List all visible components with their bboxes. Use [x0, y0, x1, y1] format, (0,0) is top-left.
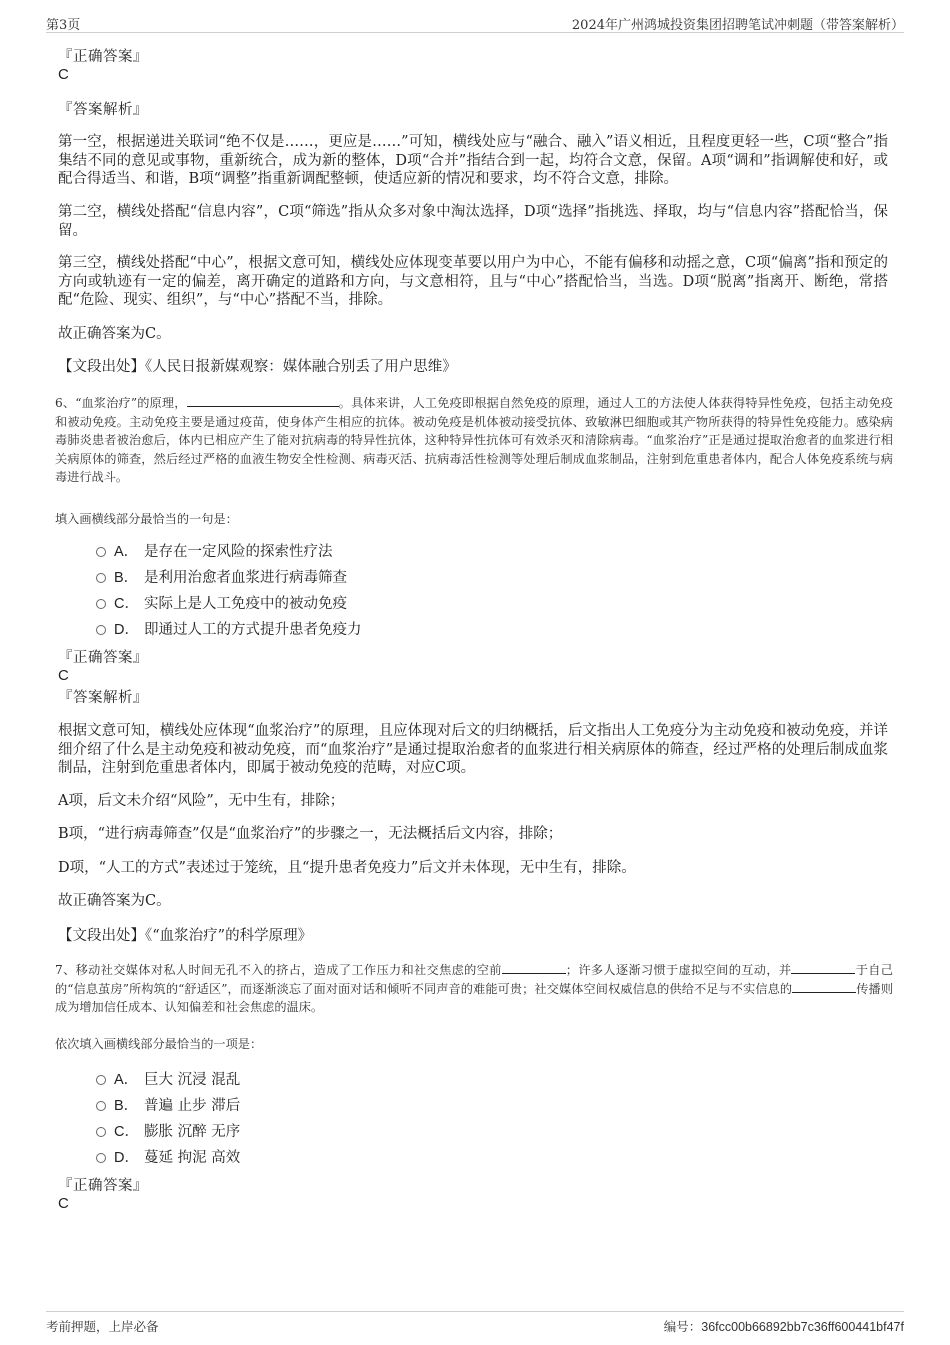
option-b[interactable]: B． 普遍 止步 滞后: [96, 1097, 240, 1115]
correct-answer: C: [58, 667, 69, 684]
page-footer: [46, 1311, 904, 1334]
radio-button[interactable]: [96, 1101, 106, 1111]
question-stem: 7、移动社交媒体对私人时间无孔不入的挤占，造成了工作压力和社交焦虑的空前 ；许多人逐渐习惯于虚拟空间的互动，并 于自己的“信息茧房”所构筑的“舒适区”，而逐渐淡忘了面对面对话和倾听不同声音的难能可贵；社交媒体空间权威信息的供给不足与不实信息的 传播则成为增加信任成本、认知偏差和社会焦虑的温床。: [55, 963, 894, 1014]
document-title: 2024年广州鸿城投资集团招聘笔试冲刺题（带答案解析）: [571, 18, 904, 33]
analysis-conclusion: 故正确答案为C。: [58, 326, 171, 342]
radio-button[interactable]: [96, 625, 106, 635]
answer-label: 『正确答案』: [58, 1178, 148, 1194]
radio-button[interactable]: [96, 547, 106, 557]
radio-button[interactable]: [96, 599, 106, 609]
fill-blank: [791, 961, 855, 974]
question-stem: 6、“血浆治疗”的原理， 。具体来讲，人工免疫即根据自然免疫的原理，通过人工的方法使人体获得特异性免疫，包括主动免疫和被动免疫。主动免疫主要是通过疫苗，使身体产生相应的抗体。被动免疫是机体被动接受抗体、致敏淋巴细胞或其产物所获得的特异性免疫能力。感染病毒肺炎患者被治愈后，体内已相应产生了能对抗病毒的特异性抗体，这种特异性抗体可有效杀灭和清除病毒。“血浆治疗”正是通过提取治愈者的血浆进行相关病原体的筛查，然后经过严格的血液生物安全性检测、病毒灭活、抗病毒活性检测等处理后制成血浆制品，注射到危重患者体内，配合人体免疫系统与病毒进行战斗。: [55, 396, 893, 484]
fill-blank: [792, 980, 856, 993]
radio-button[interactable]: [96, 1127, 106, 1137]
analysis-paragraph: 第二空，横线处搭配“信息内容”，C项“筛选”指从众多对象中淘汰选择，D项“选择”指挑选、择取，均与“信息内容”搭配恰当，保留。: [58, 204, 888, 239]
analysis-label: 『答案解析』: [58, 102, 148, 118]
analysis-paragraph: 第三空，横线处搭配“中心”，根据文意可知，横线处应体现变革要以用户为中心，不能有偏移和动摇之意，C项“偏离”指和预定的方向或轨迹有一定的偏差，离开确定的道路和方向，与文意相符，且与“中心”搭配恰当，当选。D项“脱离”指离开、断绝，常搭配“危险、现实、组织”，与“中心”搭配不当，排除。: [58, 255, 888, 308]
analysis-paragraph: B项，“进行病毒筛查”仅是“血浆治疗”的步骤之一，无法概括后文内容，排除；: [58, 826, 563, 842]
passage-source: 【文段出处】《“血浆治疗”的科学原理》: [58, 928, 313, 944]
option-c[interactable]: C． 实际上是人工免疫中的被动免疫: [96, 595, 347, 613]
option-a[interactable]: A． 是存在一定风险的探索性疗法: [96, 543, 333, 561]
passage-source: 【文段出处】《人民日报新媒观察：媒体融合别丢了用户思维》: [58, 359, 457, 375]
analysis-label: 『答案解析』: [58, 690, 148, 706]
page-number: 第3页: [46, 18, 81, 33]
analysis-paragraph: 第一空，根据递进关联词“绝不仅是……，更应是……”可知，横线处应与“融合、融入”语义相近，且程度更轻一些，C项“整合”指集结不同的意见或事物，重新统合，成为新的整体，D项“合并”指结合到一起，均符合文意，保留。A项“调和”指调解使和好，或配合得适当、和谐，B项“调整”指重新调配整顿，使适应新的情况和要求，均不符合文意，排除。: [58, 134, 888, 187]
option-a[interactable]: A． 巨大 沉浸 混乱: [96, 1071, 240, 1089]
correct-answer: C: [58, 66, 69, 83]
question-prompt: 依次填入画横线部分最恰当的一项是：: [55, 1037, 263, 1051]
option-c[interactable]: C． 膨胀 沉醉 无序: [96, 1123, 240, 1141]
document-code: 编号：36fcc00b66892bb7c36ff600441bf47f: [663, 1320, 904, 1334]
analysis-paragraph: A项，后文未介绍“风险”，无中生有，排除；: [58, 793, 345, 809]
correct-answer: C: [58, 1195, 69, 1212]
fill-blank: [187, 394, 339, 407]
question-prompt: 填入画横线部分最恰当的一句是：: [55, 512, 238, 526]
page-header: [46, 14, 904, 33]
option-b[interactable]: B． 是利用治愈者血浆进行病毒筛查: [96, 569, 347, 587]
footer-slogan: 考前押题，上岸必备: [46, 1319, 159, 1334]
analysis-conclusion: 故正确答案为C。: [58, 893, 171, 909]
option-d[interactable]: D． 蔓延 拘泥 高效: [96, 1149, 240, 1167]
radio-button[interactable]: [96, 1075, 106, 1085]
analysis-paragraph: 根据文意可知，横线处应体现“血浆治疗”的原理，且应体现对后文的归纳概括，后文指出人工免疫分为主动免疫和被动免疫，并详细介绍了什么是主动免疫和被动免疫，而“血浆治疗”是通过提取治愈者的血浆进行相关病原体的筛查，经过严格的处理后制成血浆制品，注射到危重患者体内，即属于被动免疫的范畴，对应C项。: [58, 723, 888, 776]
radio-button[interactable]: [96, 573, 106, 583]
radio-button[interactable]: [96, 1153, 106, 1163]
fill-blank: [502, 961, 566, 974]
option-d[interactable]: D． 即通过人工的方式提升患者免疫力: [96, 621, 362, 639]
answer-label: 『正确答案』: [58, 650, 148, 666]
answer-label: 『正确答案』: [58, 49, 148, 65]
analysis-paragraph: D项，“人工的方式”表述过于笼统，且“提升患者免疫力”后文并未体现，无中生有，排除。: [58, 860, 636, 876]
